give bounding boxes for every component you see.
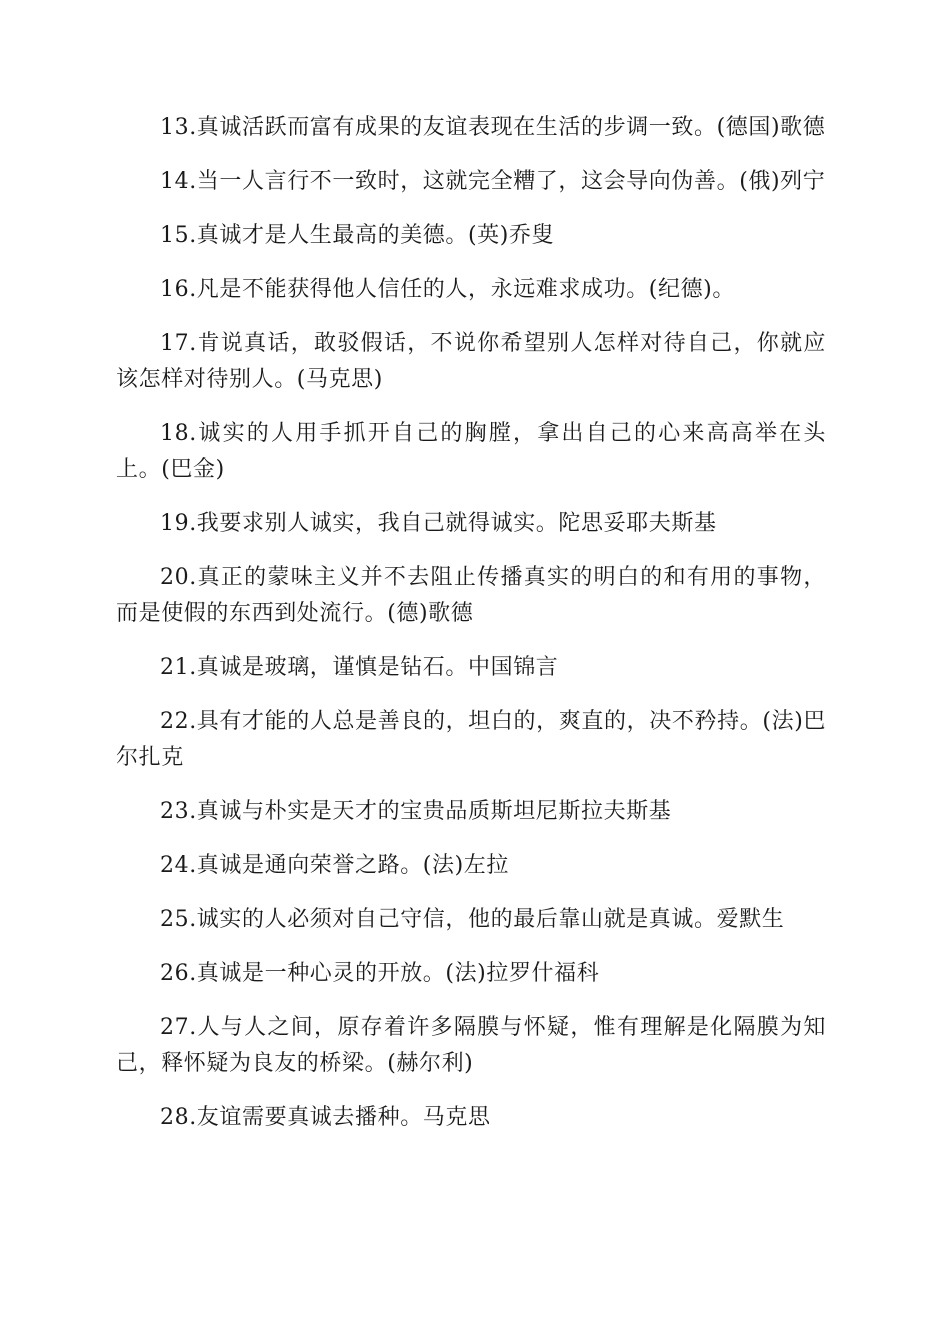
quote-item: 19.我要求别人诚实，我自己就得诚实。陀思妥耶夫斯基 <box>160 511 717 536</box>
quote-item: 17.肯说真话，敢驳假话，不说你希望别人怎样对待自己，你就应该怎样对待别人。(马克思) <box>116 331 826 392</box>
quote-item: 18.诚实的人用手抓开自己的胸膛，拿出自己的心来高高举在头上。(巴金) <box>116 421 826 482</box>
quote-item: 25.诚实的人必须对自己守信，他的最后靠山就是真诚。爱默生 <box>160 907 785 932</box>
quote-item: 27.人与人之间，原存着许多隔膜与怀疑，惟有理解是化隔膜为知己，释怀疑为良友的桥梁。(赫尔利) <box>116 1015 826 1076</box>
quote-item: 24.真诚是通向荣誉之路。(法)左拉 <box>160 853 509 878</box>
quote-item: 13.真诚活跃而富有成果的友谊表现在生活的步调一致。(德国)歌德 <box>160 115 826 140</box>
quote-item: 20.真正的蒙味主义并不去阻止传播真实的明白的和有用的事物，而是使假的东西到处流行。(德)歌德 <box>116 565 826 626</box>
quote-item: 26.真诚是一种心灵的开放。(法)拉罗什福科 <box>160 961 600 986</box>
quote-item: 16.凡是不能获得他人信任的人，永远难求成功。(纪德)。 <box>160 277 735 302</box>
quote-item: 21.真诚是玻璃，谨慎是钻石。中国锦言 <box>160 655 559 680</box>
quote-item: 14.当一人言行不一致时，这就完全糟了，这会导向伪善。(俄)列宁 <box>160 169 826 194</box>
quote-item: 15.真诚才是人生最高的美德。(英)乔叟 <box>160 223 555 248</box>
quote-item: 22.具有才能的人总是善良的，坦白的，爽直的，决不矜持。(法)巴尔扎克 <box>116 709 826 770</box>
quote-item: 28.友谊需要真诚去播种。马克思 <box>160 1105 491 1130</box>
quote-list <box>116 110 826 1154</box>
quote-item: 23.真诚与朴实是天才的宝贵品质斯坦尼斯拉夫斯基 <box>160 799 672 824</box>
